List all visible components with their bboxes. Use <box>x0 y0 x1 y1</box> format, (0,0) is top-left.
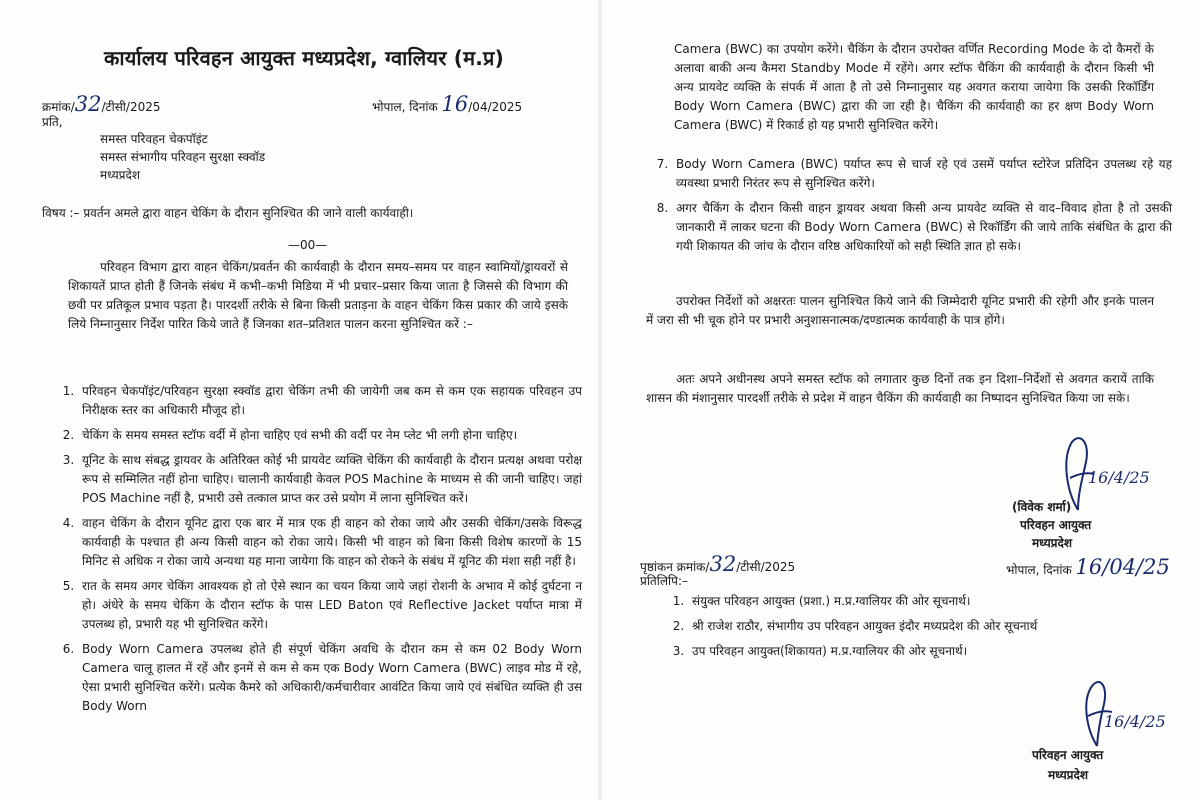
issue-date <box>372 92 522 116</box>
instruction-6-continued: Camera (BWC) का उपयोग करेंगे। चैकिंग के दौरान उपरोक्त वर्णित Recording Mode के दो कैमरों के अलावा बाकी अन्य कैमरा Standby Mode में रहेंगे। अगर स्टॉफ चैकिंग की कार्यवाही के दौरान किसी भी अन्य प्रायवेट व्यक्ति के संपर्क में आता है तो उसे निम्नानुसार यह अवगत कराया जायेगा कि उसकी रिकॉर्डिंग Body Worn Camera (BWC) द्वारा की जा रही है। चैकिंग की कार्यवाही का हर क्षण Body Worn Camera (BWC) में रिकार्ड हो यह प्रभारी सुनिश्चित करेंगे। <box>674 42 1154 132</box>
date-rest: /04/2025 <box>468 100 523 114</box>
endorsement-place-date-label: भोपाल, दिनांक <box>1006 563 1072 577</box>
bottom-signatory-state: मध्यप्रदेश <box>1048 768 1089 782</box>
letter-page-1 <box>0 0 598 800</box>
endorsement-date <box>1006 555 1170 579</box>
instruction-4: 4. वाहन चेकिंग के दौरान यूनिट द्वारा एक बार में मात्र एक ही वाहन को रोका जाये और उसकी चेकिंग/उसके विरूद्ध कार्यवाही के पश्चात ही अन्य किसी वाहन को रोका जाये। किसी भी वाहन को बिना किसी विशेष कारणों के 15 मिनिट से अधिक न रोका जाये अन्यथा यह माना जायेगा कि वाहन को रोकने के संबंध में यूनिट की मंशा सही नहीं है। <box>78 514 582 571</box>
office-title: कार्यालय परिवहन आयुक्त मध्यप्रदेश, ग्वालियर (म.प्र) <box>104 46 504 70</box>
signatory-state: मध्यप्रदेश <box>1032 536 1073 550</box>
recipient-2: समस्त संभागीय परिवहन सुरक्षा स्क्वॉड <box>100 150 266 164</box>
endorsement-number-handwritten: 32 <box>709 552 737 576</box>
instruction-list-2 <box>656 155 1172 262</box>
endorsement-date-handwritten: 16/04/25 <box>1075 555 1170 579</box>
recipient-3: मध्यप्रदेश <box>100 168 141 182</box>
place-date-label: भोपाल, दिनांक <box>372 100 438 114</box>
instruction-6: 6. Body Worn Camera उपलब्ध होते ही संपूर्ण चेकिंग अवधि के दौरान कम से कम 02 Body Worn Camera चालू हालत में रहें और इनमें से कम से कम एक Body Worn Camera (BWC) लाइव मोड में रहे, ऐसा प्रभारी सुनिश्चित करेंगे। प्रत्येक कैमरे को अधिकारी/कर्मचारीवार आवंटित किया जाये एवं संबंधित व्यक्ति ही उस Body Worn <box>78 640 582 716</box>
ref-prefix: क्रमांक/ <box>42 100 75 114</box>
instruction-list-1 <box>62 382 582 722</box>
copy-recipient-3: 3. उप परिवहन आयुक्त(शिकायत) म.प्र.ग्वालियर की ओर सूचनार्थ। <box>688 642 1128 661</box>
ref-suffix: /टीसी/2025 <box>101 100 161 114</box>
endorsement-suffix: /टीसी/2025 <box>736 560 796 574</box>
instruction-1: 1. परिवहन चेकपॉइंट/परिवहन सुरक्षा स्क्वॉड द्वारा चेकिंग तभी की जायेगी जब कम से कम एक सहायक परिवहन उप निरीक्षक स्तर का अधिकारी मौजूद हो। <box>78 382 582 420</box>
closing-paragraph: अतः अपने अधीनस्थ अपने समस्त स्टॉफ को लगातार कुछ दिनों तक इन दिशा–निर्देशों से अवगत करायें ताकि शासन की मंशानुसार पारदर्शी तरीके से प्रदेश में वाहन चैकिंग की कार्यवाही का निष्पादन सुनिश्चित किया जा सके। <box>646 372 1154 405</box>
intro-paragraph: परिवहन विभाग द्वारा वाहन चेकिंग/प्रवर्तन की कार्यवाही के दौरान समय–समय पर वाहन स्वामियों/ड्रायवरों से शिकायतें प्राप्त होती हैं जिनके संबंध में कभी–कभी मिडिया में भी प्रचार–प्रसार किया जाता है जिससे की विभाग की छवी पर प्रतिकूल प्रभाव पड़ता है। पारदर्शी तरीके से बिना किसी प्रताड़ना के वाहन चेकिंग किस प्रकार की जाये इसके लिये निम्नानुसार निर्देश पारित किये जाते हैं जिनका शत–प्रतिशत पालन करना सुनिश्चित करें :– <box>68 260 568 331</box>
ref-number-handwritten: 32 <box>74 92 102 116</box>
instruction-7: 7. Body Worn Camera (BWC) पर्याप्त रूप से चार्ज रहे एवं उसमें पर्याप्त स्टोरेज प्रतिदिन उपलब्ध रहे यह व्यवस्था प्रभारी निरंतर रूप से सुनिश्चित करेंगे। <box>672 155 1172 193</box>
instruction-3: 3. यूनिट के साथ संबद्ध ड्रायवर के अतिरिक्त कोई भी प्रायवेट व्यक्ति चेकिंग की कार्यवाही के दौरान प्रत्यक्ष अथवा परोक्ष रूप से सम्मिलित नहीं होना चाहिए। चालानी कार्यवाही केवल POS Machine के माध्यम से की जानी चाहिए। जहां POS Machine नहीं है, प्रभारी उसे तत्काल प्राप्त कर उसे प्रयोग में लाना सुनिश्चित करें। <box>78 451 582 508</box>
instruction-8: 8. अगर चैकिंग के दौरान किसी वाहन ड्रायवर अथवा किसी अन्य प्रायवेट व्यक्ति से वाद–विवाद होता है तो उसकी जानकारी में लाकर घटना की Body Worn Camera (BWC) से रिकॉर्डिंग की जाये ताकि संबंधित के द्वारा की गयी शिकायत की जांच के दौरान वरिष्ठ अधिकारियों को सही स्थिति ज्ञात हो सके। <box>672 199 1172 256</box>
signatory-name: (विवेक शर्मा) <box>1012 500 1072 514</box>
instruction-5: 5. रात के समय अगर चेकिंग आवश्यक हो तो ऐसे स्थान का चयन किया जाये जहां रोशनी के अभाव में कोई दुर्घटना न हो। अंधेरे के समय चेकिंग के दौरान स्टॉफ के पास LED Baton एवं Reflective Jacket पर्याप्त मात्रा में उपलब्ध हो, प्रभारी यह भी सुनिश्चित करेंगे। <box>78 577 582 634</box>
copy-to-label: प्रतिलिपि:– <box>640 574 688 588</box>
date-day-handwritten: 16 <box>441 92 469 116</box>
responsibility-paragraph: उपरोक्त निर्देशों को अक्षरतः पालन सुनिश्चित किये जाने की जिम्मेदारी यूनिट प्रभारी की रहेगी और इनके पालन में जरा सी भी चूक होने पर प्रभारी अनुशासनात्मक/दण्डात्मक कार्यवाही के पात्र होंगे। <box>646 294 1154 327</box>
prati-label: प्रति, <box>42 115 63 129</box>
copy-recipient-1: 1. संयुक्त परिवहन आयुक्त (प्रशा.) म.प्र.ग्वालियर की ओर सूचनार्थ। <box>688 592 1128 611</box>
bottom-signature-date-handwritten: 16/4/25 <box>1104 712 1166 731</box>
letter-page-2 <box>602 0 1200 800</box>
signatory-title: परिवहन आयुक्त <box>1020 518 1092 532</box>
copy-list <box>672 592 1128 667</box>
bottom-signatory-title: परिवहन आयुक्त <box>1032 748 1104 762</box>
endorsement-prefix: पृष्ठांकन क्रमांक/ <box>640 560 710 574</box>
separator: —00— <box>288 238 328 252</box>
recipient-1: समस्त परिवहन चेकपॉइंट <box>100 132 208 146</box>
copy-recipient-2: 2. श्री राजेश राठौर, संभागीय उप परिवहन आयुक्त इंदौर मध्यप्रदेश की ओर सूचनार्थ <box>688 617 1128 636</box>
instruction-2: 2. चेकिंग के समय समस्त स्टॉफ वर्दी में होना चाहिए एवं सभी की वर्दी पर नेम प्लेट भी लगी होना चाहिए। <box>78 426 582 445</box>
signature-date-handwritten: 16/4/25 <box>1088 468 1150 487</box>
subject-line: विषय :– प्रवर्तन अमले द्वारा वाहन चेकिंग के दौरान सुनिश्चित की जाने वाली कार्यवाही। <box>42 206 414 220</box>
